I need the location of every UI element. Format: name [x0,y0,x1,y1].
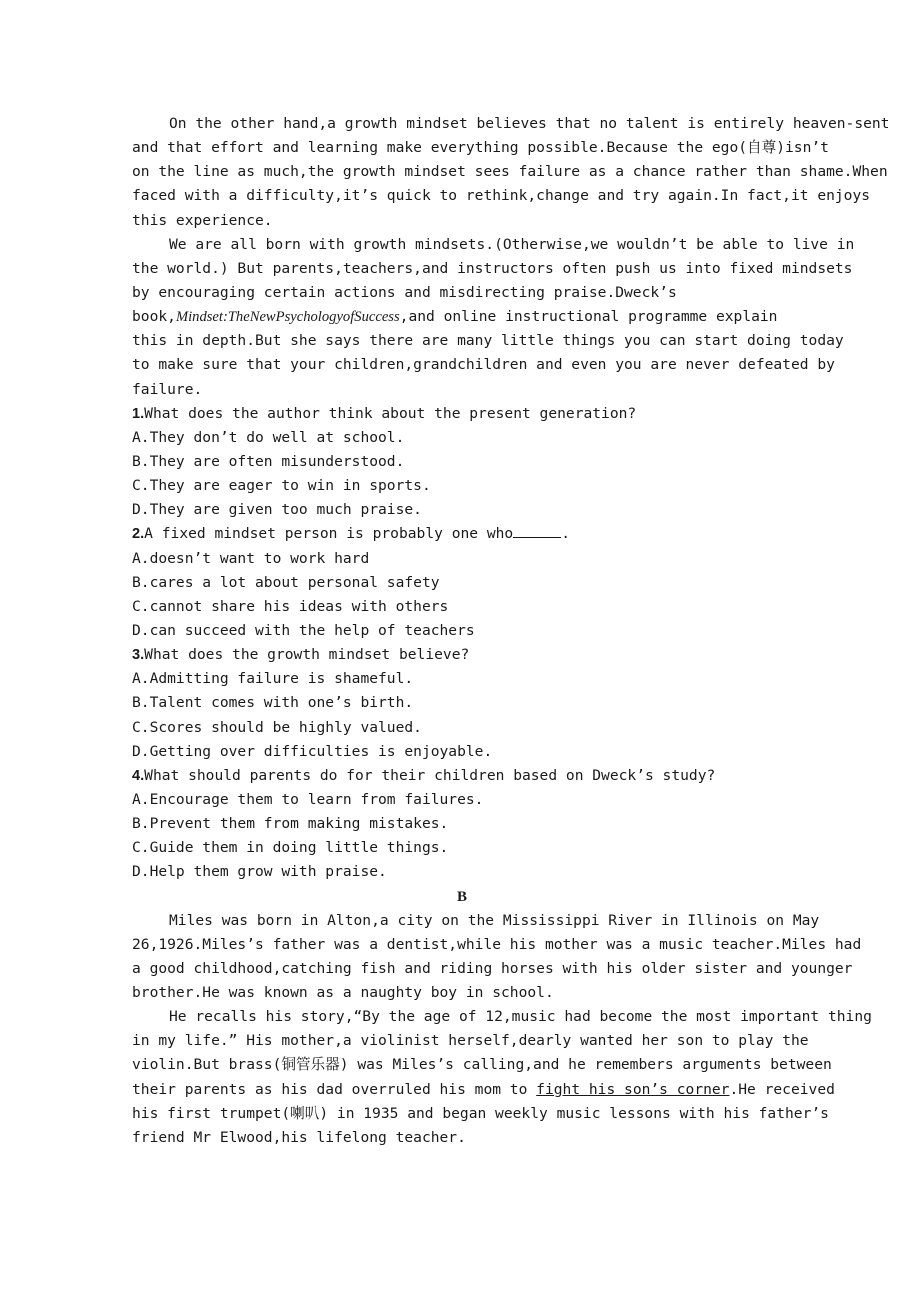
answer-option: A.They don’t do well at school. [132,428,405,446]
answer-option: B.Prevent them from making mistakes. [132,815,449,833]
paragraph-line: a good childhood,catching fish and riding horses with his older sister and younger [132,959,853,977]
question-stem [132,643,792,667]
answer-option: C.Scores should be highly valued. [132,718,422,736]
paragraph-line: brother.He was known as a naughty boy in school. [132,984,554,1002]
section-heading: B [456,888,467,905]
answer-option: C.They are eager to win in sports. [132,477,431,495]
question-stem [132,522,792,546]
paragraph-line: failure. [132,380,203,398]
question-number: 3. [132,647,145,664]
paragraph-line: in my life.” His mother,a violinist herself,dearly wanted her son to play the [132,1032,809,1050]
paragraph-line: Miles was born in Alton,a city on the Mississippi River in Illinois on May [169,911,820,929]
page-content [132,112,890,1150]
answer-option: B.cares a lot about personal safety [132,573,440,591]
book-title: Mindset:TheNewPsychologyofSuccess [175,309,400,326]
answer-option: D.Getting over difficulties is enjoyable. [132,742,493,760]
underlined-phrase: fight his son’s corner [536,1080,730,1098]
line-text: their parents as his dad overruled his mom to [132,1080,537,1098]
line-text: book, [132,308,176,326]
answer-option: B.They are often misunderstood. [132,452,405,470]
line-text: ,and online instructional programme explain [399,308,778,326]
answer-blank [513,523,561,538]
answer-option: D.Help them grow with praise. [132,863,387,881]
answer-option: B.Talent comes with one’s birth. [132,694,414,712]
paragraph-line [132,305,792,329]
question-number: 4. [132,767,145,784]
question-stem [132,764,792,788]
answer-option: A.Admitting failure is shameful. [132,670,414,688]
question-text-end: . [561,525,570,543]
paragraph-line: on the line as much,the growth mindset sees failure as a chance rather than shame.When [132,163,888,181]
answer-option: A.Encourage them to learn from failures. [132,790,484,808]
paragraph-line: He recalls his story,“By the age of 12,music had become the most important thing [169,1008,872,1026]
paragraph-line: this in depth.But she says there are many little things you can start doing today [132,332,844,350]
answer-option: C.cannot share his ideas with others [132,597,449,615]
paragraph-line: by encouraging certain actions and misdirecting praise.Dweck’s [132,283,677,301]
question-number: 2. [132,526,145,543]
answer-option: D.can succeed with the help of teachers [132,621,475,639]
answer-option: C.Guide them in doing little things. [132,839,449,857]
question-stem [132,402,792,426]
paragraph-line: to make sure that your children,grandchildren and even you are never defeated by [132,356,835,374]
paragraph-line: friend Mr Elwood,his lifelong teacher. [132,1128,466,1146]
paragraph-line: and that effort and learning make everything possible.Because the ego(自尊)isn’t [132,139,829,157]
answer-option: D.They are given too much praise. [132,501,422,519]
line-text: .He received [729,1080,835,1098]
question-text: What should parents do for their children based on Dweck’s study? [144,766,716,784]
answer-option: A.doesn’t want to work hard [132,549,370,567]
paragraph-line: the world.) But parents,teachers,and instructors often push us into fixed mindsets [132,259,853,277]
paragraph-line [132,1078,835,1102]
question-text: A fixed mindset person is probably one who [144,525,514,543]
paragraph-line: his first trumpet(喇叭) in 1935 and began weekly music lessons with his father’s [132,1104,829,1122]
question-text: What does the author think about the present generation? [144,404,637,422]
paragraph-line: We are all born with growth mindsets.(Otherwise,we wouldn’t be able to live in [169,235,855,253]
paragraph-line: 26,1926.Miles’s father was a dentist,while his mother was a music teacher.Miles had [132,935,862,953]
question-number: 1. [132,405,145,422]
paragraph-line: violin.But brass(铜管乐器) was Miles’s calling,and he remembers arguments between [132,1056,832,1074]
paragraph-line: this experience. [132,211,273,229]
paragraph-line: On the other hand,a growth mindset believes that no talent is entirely heaven-sent [169,115,890,132]
paragraph-line: faced with a difficulty,it’s quick to rethink,change and try again.In fact,it enjoys [132,187,871,205]
question-text: What does the growth mindset believe? [144,646,470,664]
